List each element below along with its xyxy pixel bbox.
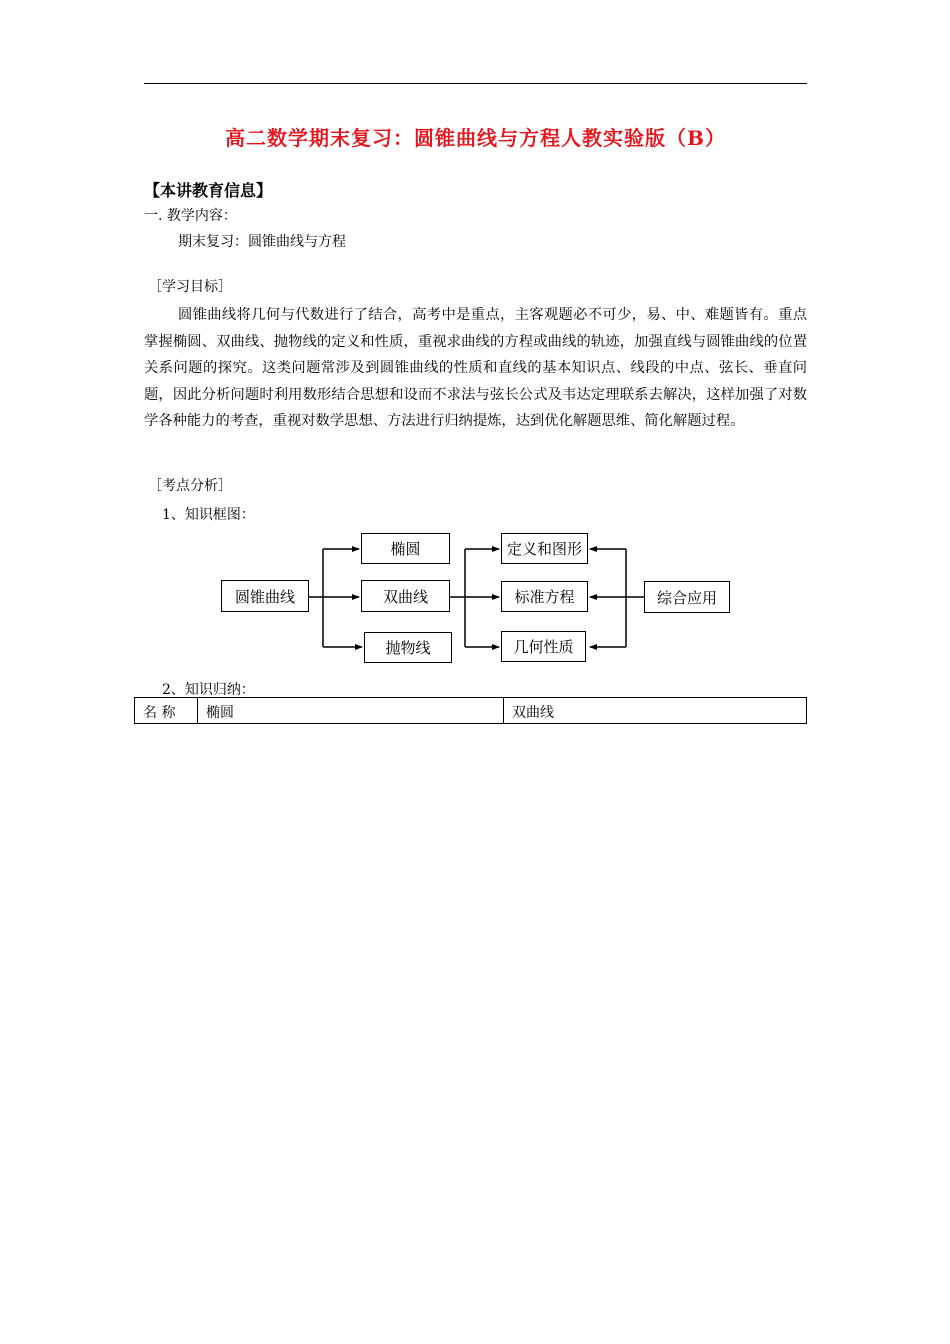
diagram-curve-hyperbola: 双曲线 xyxy=(361,580,450,612)
diagram-topic-equation: 标准方程 xyxy=(501,581,588,612)
learning-goals-label: ［学习目标］ xyxy=(148,279,232,295)
diagram-topic-properties: 几何性质 xyxy=(501,631,586,662)
teaching-content-value: 期末复习：圆锥曲线与方程 xyxy=(178,234,346,250)
teaching-content-label: 一. 教学内容： xyxy=(144,208,237,224)
diagram-topic-definition: 定义和图形 xyxy=(501,533,588,564)
learning-goals-text: 圆锥曲线将几何与代数进行了结合，高考中是重点，主客观题必不可少，易、中、难题皆有。重点掌握椭圆、双曲线、抛物线的定义和性质，重视求曲线的方程或曲线的轨迹，加强直线与圆锥曲线的位置关系问题的探究。这类问题常涉及到圆锥曲线的性质和直线的基本知识点、线段的中点、弦长、垂直问题，因此分析问题时利用数形结合思想和设而不求法与弦长公式及韦达定理联系去解决，这样加强了对数学各种能力的考查，重视对数学思想、方法进行归纳提炼，达到优化解题思维、简化解题过程。 xyxy=(144,307,807,430)
document-title: 高二数学期末复习：圆锥曲线与方程人教实验版（B） xyxy=(225,126,726,150)
table-header-row xyxy=(135,698,807,724)
table-header-name: 名 称 xyxy=(135,698,198,724)
diagram-root-box: 圆锥曲线 xyxy=(221,580,309,612)
analysis-label: ［考点分析］ xyxy=(148,478,232,494)
knowledge-summary-label: 2、知识归纳： xyxy=(162,682,255,698)
header-rule xyxy=(144,83,807,84)
table-header-ellipse: 椭圆 xyxy=(198,698,504,724)
table-header-hyperbola: 双曲线 xyxy=(504,698,807,724)
knowledge-diagram-label: 1、知识框图： xyxy=(162,507,255,523)
diagram-application-box: 综合应用 xyxy=(644,581,730,613)
section-header: 【本讲教育信息】 xyxy=(144,181,273,200)
diagram-curve-ellipse: 椭圆 xyxy=(361,533,450,564)
knowledge-summary-table xyxy=(134,697,807,724)
diagram-curve-parabola: 抛物线 xyxy=(364,632,452,663)
